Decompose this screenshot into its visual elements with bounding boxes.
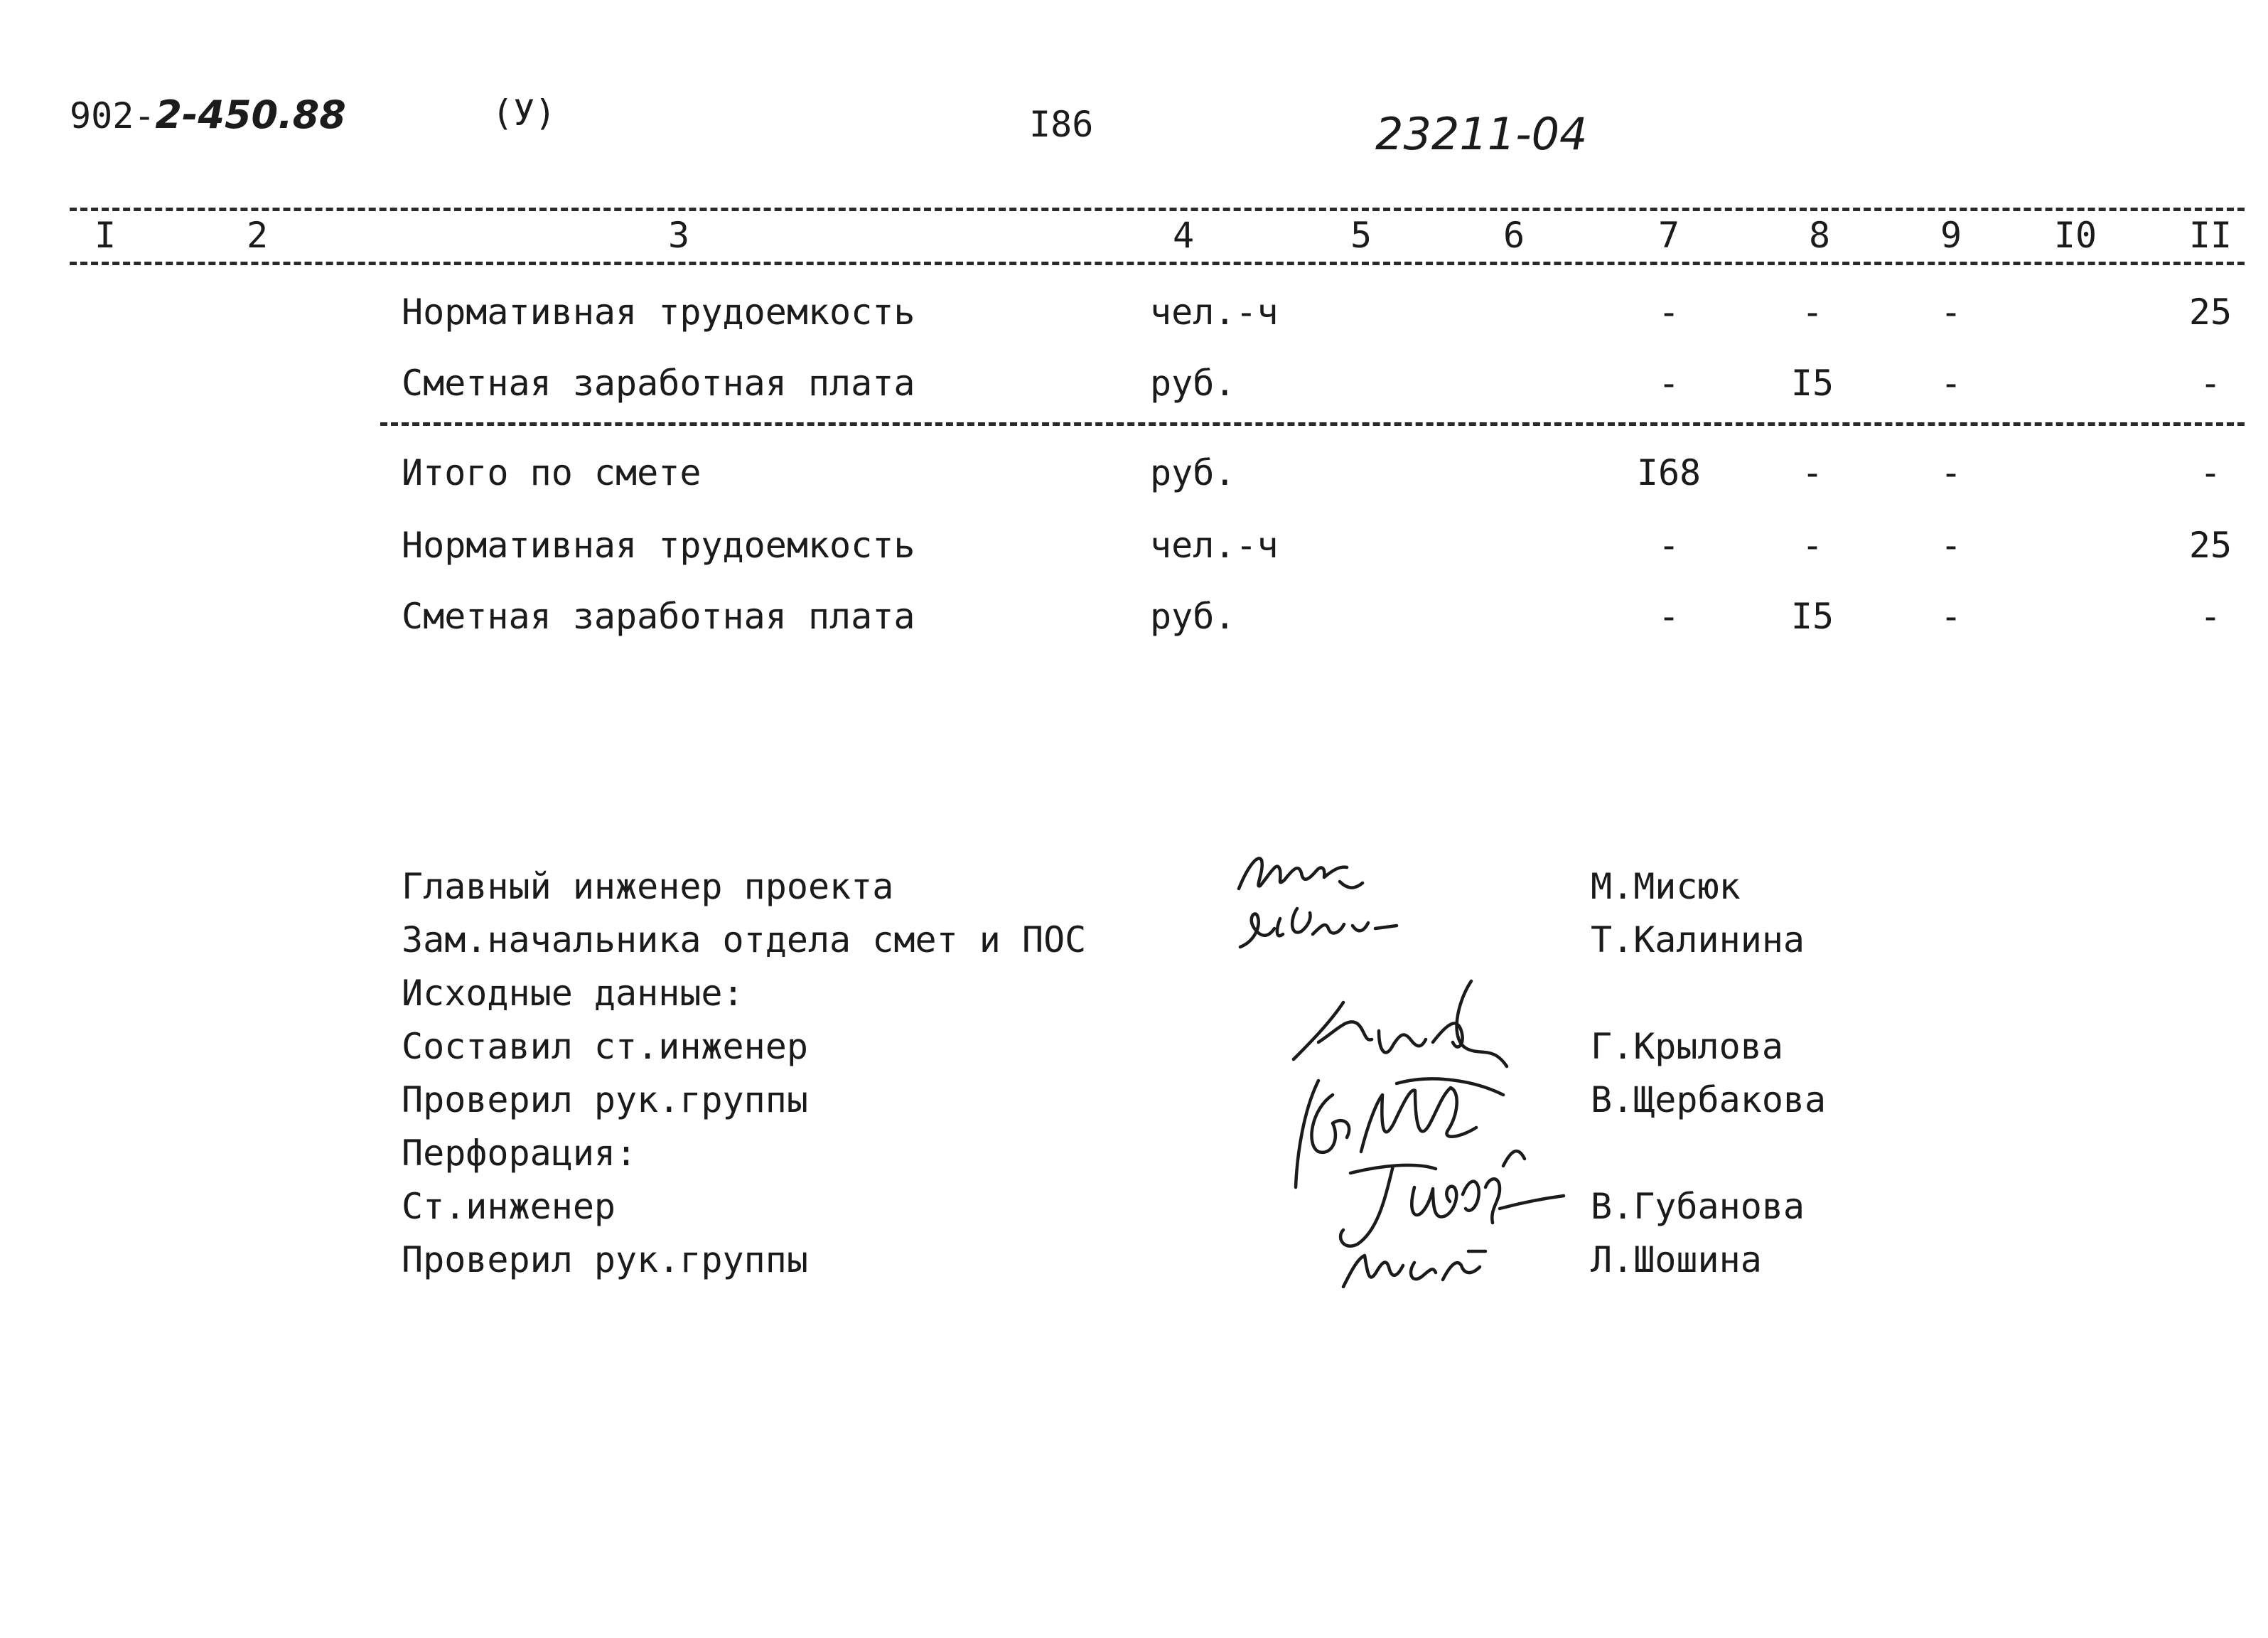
subtotal-rule — [380, 422, 2245, 426]
section-row-col11: 25 — [2188, 291, 2232, 333]
signatory-role: Проверил рук.группы — [402, 1239, 808, 1280]
section-row-col11: - — [2199, 363, 2222, 404]
total-row-col7: - — [1657, 525, 1680, 566]
total-row-col9: - — [1940, 452, 1962, 493]
column-number-9: 9 — [1940, 215, 1962, 256]
column-number-2: 2 — [246, 215, 269, 256]
signatory-role: Исходные данные: — [402, 973, 744, 1014]
column-number-10: I0 — [2053, 215, 2097, 256]
total-row-unit: чел.-ч — [1150, 525, 1279, 566]
column-number-7: 7 — [1657, 215, 1680, 256]
total-row-col11: - — [2199, 596, 2222, 637]
total-row-col11: - — [2199, 452, 2222, 493]
signatory-role: Составил ст.инженер — [402, 1026, 808, 1067]
column-number-3: 3 — [667, 215, 690, 256]
signature-misyuk — [1233, 839, 1375, 903]
signatory-name: М.Мисюк — [1591, 866, 1741, 907]
signatory-name: В.Губанова — [1591, 1186, 1805, 1227]
section-row-col8: I5 — [1790, 363, 1834, 404]
section-row-unit: руб. — [1150, 363, 1236, 404]
signatory-role: Главный инженер проекта — [402, 866, 894, 907]
signatory-role: Ст.инженер — [402, 1186, 616, 1227]
total-row-name: Нормативная трудоемкость — [402, 525, 915, 566]
section-row-col7: - — [1657, 363, 1680, 404]
total-row-col9: - — [1940, 525, 1962, 566]
total-row-col7: - — [1657, 596, 1680, 637]
signatory-role: Зам.начальника отдела смет и ПОС — [402, 919, 1087, 960]
total-row-col11: 25 — [2188, 525, 2232, 566]
section-row-name: Нормативная трудоемкость — [402, 291, 915, 333]
section-row-name: Сметная заработная плата — [402, 363, 915, 404]
signatory-name: В.Щербакова — [1591, 1079, 1827, 1120]
total-row-col8: - — [1801, 525, 1824, 566]
total-row-col7: I68 — [1636, 452, 1702, 493]
section-row-col8: - — [1801, 291, 1824, 333]
column-number-5: 5 — [1350, 215, 1372, 256]
page-number: I86 — [1029, 104, 1094, 145]
signature-gubanova — [1329, 1152, 1578, 1294]
signatory-name: Л.Шошина — [1591, 1239, 1762, 1280]
total-row-unit: руб. — [1150, 596, 1236, 637]
total-row-unit: руб. — [1150, 452, 1236, 493]
section-row-col9: - — [1940, 291, 1962, 333]
document-code-handwritten: 2-450.88 — [155, 92, 346, 137]
variant-mark: (У) — [492, 92, 557, 134]
section-row-col9: - — [1940, 363, 1962, 404]
total-row-col8: I5 — [1790, 596, 1834, 637]
total-row-name: Итого по смете — [402, 452, 702, 493]
signatory-role: Проверил рук.группы — [402, 1079, 808, 1120]
signatory-role: Перфорация: — [402, 1133, 638, 1174]
document-code — [70, 92, 346, 137]
sheet-code: 23211-04 — [1375, 108, 1588, 160]
section-row-col7: - — [1657, 291, 1680, 333]
document-code-prefix: 902- — [70, 95, 156, 136]
column-number-11: II — [2188, 215, 2232, 256]
total-row-col8: - — [1801, 452, 1824, 493]
column-number-8: 8 — [1808, 215, 1831, 256]
column-number-4: 4 — [1172, 215, 1195, 256]
total-row-name: Сметная заработная плата — [402, 596, 915, 637]
column-number-6: 6 — [1503, 215, 1525, 256]
signature-kalinina — [1233, 897, 1425, 954]
total-row-col9: - — [1940, 596, 1962, 637]
table-header-rule — [70, 262, 2245, 265]
column-number-1: I — [94, 215, 117, 256]
signatory-name: Т.Калинина — [1591, 919, 1805, 960]
signatory-name: Г.Крылова — [1591, 1026, 1783, 1067]
table-top-rule — [70, 208, 2245, 211]
section-row-unit: чел.-ч — [1150, 291, 1279, 333]
